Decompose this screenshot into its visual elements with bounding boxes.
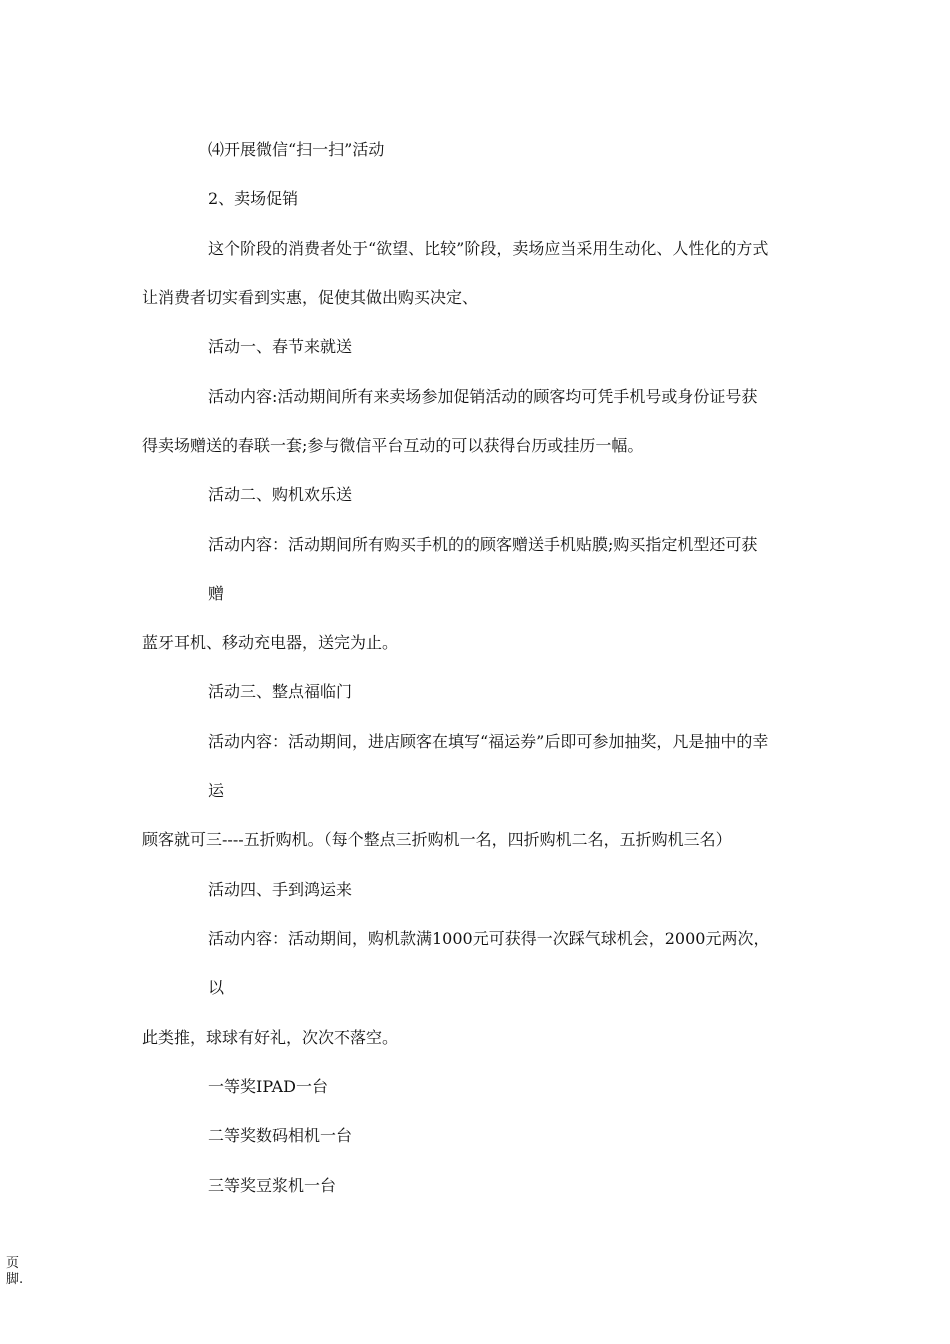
activity-heading: 活动三、整点福临门 [208, 682, 353, 701]
activity-heading: 活动一、春节来就送 [208, 337, 353, 356]
paragraph-line: 蓝牙耳机、移动充电器，送完为止。 [142, 633, 399, 652]
footer-line: 脚. [6, 1272, 24, 1287]
paragraph-line: 此类推，球球有好礼，次次不落空。 [142, 1028, 399, 1047]
paragraph-line: 以 [208, 978, 225, 997]
paragraph-line: 活动内容:活动期间所有来卖场参加促销活动的顾客均可凭手机号或身份证号获 [208, 387, 758, 406]
prize-item: 二等奖数码相机一台 [208, 1126, 353, 1145]
paragraph-line: 活动内容：活动期间，购机款满1000元可获得一次踩气球机会，2000元两次， [208, 929, 770, 948]
page-footer [6, 1256, 23, 1288]
prize-item: 三等奖豆浆机一台 [208, 1176, 337, 1195]
paragraph-line: 赠 [208, 584, 225, 603]
prize-item: 一等奖IPAD一台 [208, 1077, 329, 1096]
paragraph-line: 这个阶段的消费者处于“欲望、比较”阶段，卖场应当采用生动化、人性化的方式 [208, 239, 769, 258]
footer-line: 页 [6, 1256, 20, 1271]
activity-heading: 活动二、购机欢乐送 [208, 485, 353, 504]
paragraph-line: 得卖场赠送的春联一套;参与微信平台互动的可以获得台历或挂历一幅。 [142, 436, 644, 455]
section-heading: 2、卖场促销 [208, 189, 299, 208]
paragraph-line: 让消费者切实看到实惠，促使其做出购买决定、 [142, 288, 479, 307]
activity-heading: 活动四、手到鸿运来 [208, 880, 353, 899]
paragraph-line: 活动内容：活动期间所有购买手机的的顾客赠送手机贴膜;购买指定机型还可获 [208, 535, 758, 554]
subsection-heading: ⑷开展微信“扫一扫”活动 [208, 140, 385, 159]
paragraph-line: 活动内容：活动期间，进店顾客在填写“福运券”后即可参加抽奖，凡是抽中的幸 [208, 732, 769, 751]
paragraph-line: 运 [208, 781, 225, 800]
paragraph-line: 顾客就可三----五折购机。（每个整点三折购机一名，四折购机二名，五折购机三名） [142, 830, 732, 849]
